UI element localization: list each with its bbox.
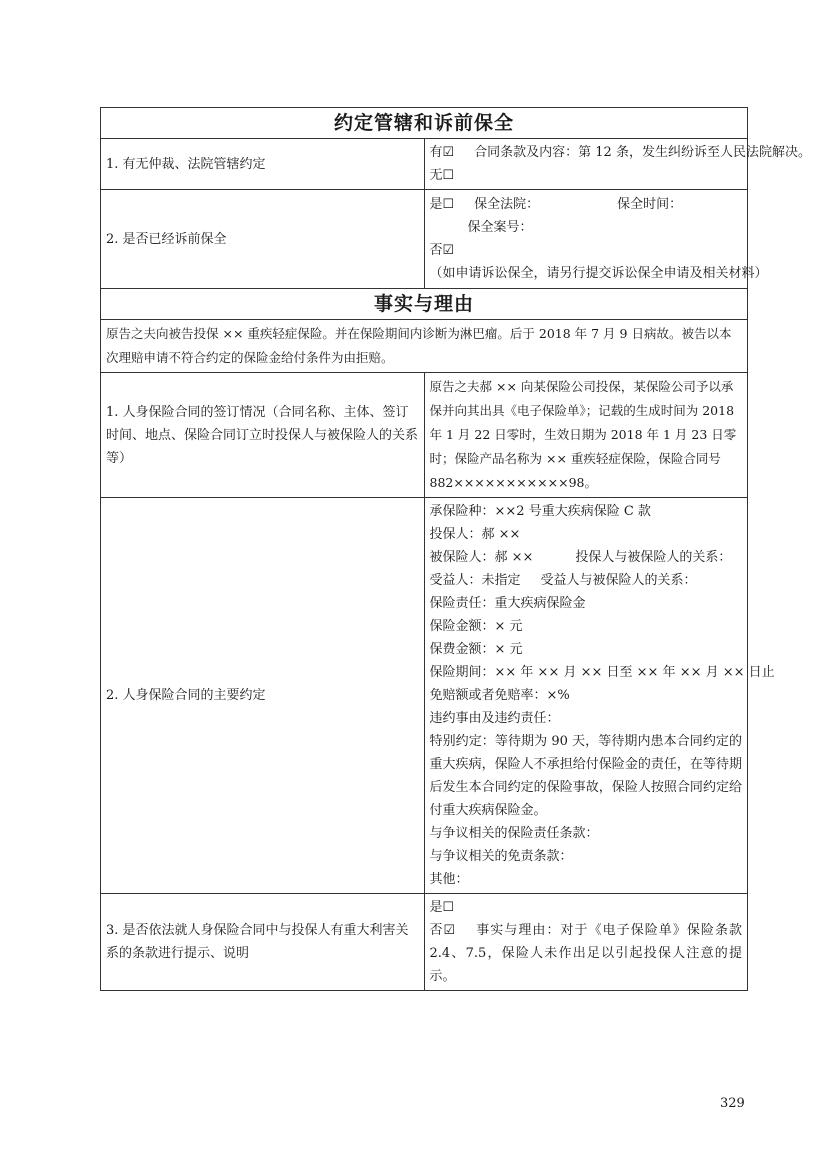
checkbox-no-checked[interactable]: 否☑ xyxy=(429,243,455,258)
insurance-type: 承保险种：××2 号重大疾病保险 C 款 xyxy=(429,504,651,519)
insurance-period: 保险期间：×× 年 ×× 月 ×× 日至 ×× 年 ×× 月 ×× 日止 xyxy=(429,665,775,680)
insurance-liability: 保险责任：重大疾病保险金 xyxy=(429,596,586,611)
disputed-liability-clause: 与争议相关的保险责任条款： xyxy=(429,826,599,841)
special-agreement: 特别约定：等待期为 90 天，等待期内患本合同约定的重大疾病，保险人不承担给付保险金的责任，在等待期后发生本合同约定的保险事故，保险人按照合同约定给付重大疾病保险金。 xyxy=(429,734,742,818)
table-row xyxy=(101,894,748,991)
section-title-jurisdiction: 约定管辖和诉前保全 xyxy=(101,108,748,139)
checkbox-no-checked[interactable]: 否☑ xyxy=(429,923,456,938)
disclosure-reason: 事实与理由：对于《电子保险单》保险条款 2.4、7.5，保险人未作出足以引起投保人注意的提示。 xyxy=(429,923,742,984)
form-page xyxy=(100,107,811,991)
preservation-note: （如申请诉讼保全，请另行提交诉讼保全申请及相关材料） xyxy=(429,266,768,281)
table-row xyxy=(101,498,748,894)
policyholder-insured-relation: 投保人与被保险人的关系： xyxy=(575,550,732,565)
facts-summary: 原告之夫向被告投保 ×× 重疾轻症保险。并在保险期间内诊断为淋巴瘤。后于 2018 年 7 月 9 日病故。被告以本次理赔申请不符合约定的保险金给付条件为由拒赔。 xyxy=(101,320,748,373)
deductible: 免赔额或者免赔率：×% xyxy=(429,688,570,703)
row-content-arbitration xyxy=(424,139,811,190)
row-label-disclosure: 3. 是否依法就人身保险合同中与投保人有重大利害关系的条款进行提示、说明 xyxy=(101,894,425,991)
breach-liability: 违约事由及违约责任： xyxy=(429,711,560,726)
row-label-arbitration: 1. 有无仲裁、法院管辖约定 xyxy=(101,139,425,190)
row-content-disclosure xyxy=(424,894,748,991)
section-header-row xyxy=(101,289,748,320)
disputed-exemption-clause: 与争议相关的免责条款： xyxy=(429,849,573,864)
row-label-main-terms: 2. 人身保险合同的主要约定 xyxy=(101,498,425,894)
policyholder: 投保人：郝 ×× xyxy=(429,527,521,542)
row-content-main-terms xyxy=(424,498,775,894)
insured: 被保险人：郝 ×× xyxy=(429,550,534,565)
checkbox-yes-checked[interactable]: 有☑ xyxy=(429,145,455,160)
premium-amount: 保费金额：× 元 xyxy=(429,642,523,657)
table-row xyxy=(101,320,748,373)
checkbox-yes-unchecked[interactable]: 是☐ xyxy=(429,900,455,915)
preservation-time-label: 保全时间： xyxy=(617,197,683,212)
table-row xyxy=(101,139,748,190)
section-title-facts: 事实与理由 xyxy=(101,289,748,320)
row-label-contract-signing: 1. 人身保险合同的签订情况（合同名称、主体、签订时间、地点、保险合同订立时投保人与被保险人的关系等） xyxy=(101,373,425,498)
insured-amount: 保险金额：× 元 xyxy=(429,619,523,634)
checkbox-no-unchecked[interactable]: 无☐ xyxy=(429,168,455,183)
table-row xyxy=(101,373,748,498)
beneficiary-relation: 受益人与被保险人的关系： xyxy=(540,573,697,588)
page-number: 329 xyxy=(720,1096,745,1111)
checkbox-yes-unchecked[interactable]: 是☐ xyxy=(429,197,455,212)
preservation-case-no-label: 保全案号： xyxy=(467,220,533,235)
clause-content: 合同条款及内容：第 12 条，发生纠纷诉至人民法院解决。 xyxy=(474,145,811,160)
other-terms: 其他： xyxy=(429,872,469,887)
preservation-court-label: 保全法院： xyxy=(474,197,540,212)
row-label-preservation: 2. 是否已经诉前保全 xyxy=(101,190,425,289)
section-header-row xyxy=(101,108,748,139)
complaint-form-table xyxy=(100,107,811,991)
beneficiary: 受益人：未指定 xyxy=(429,573,521,588)
table-row xyxy=(101,190,748,289)
row-content-contract-signing: 原告之夫郝 ×× 向某保险公司投保，某保险公司予以承保并向其出具《电子保险单》；记载的生成时间为 2018 年 1 月 22 日零时，生效日期为 2018 年 1 月 23 日零时；保险产品名称为 ×× 重疾轻症保险，保险合同号 882×××××××××××98。 xyxy=(424,373,748,498)
row-content-preservation xyxy=(424,190,768,289)
